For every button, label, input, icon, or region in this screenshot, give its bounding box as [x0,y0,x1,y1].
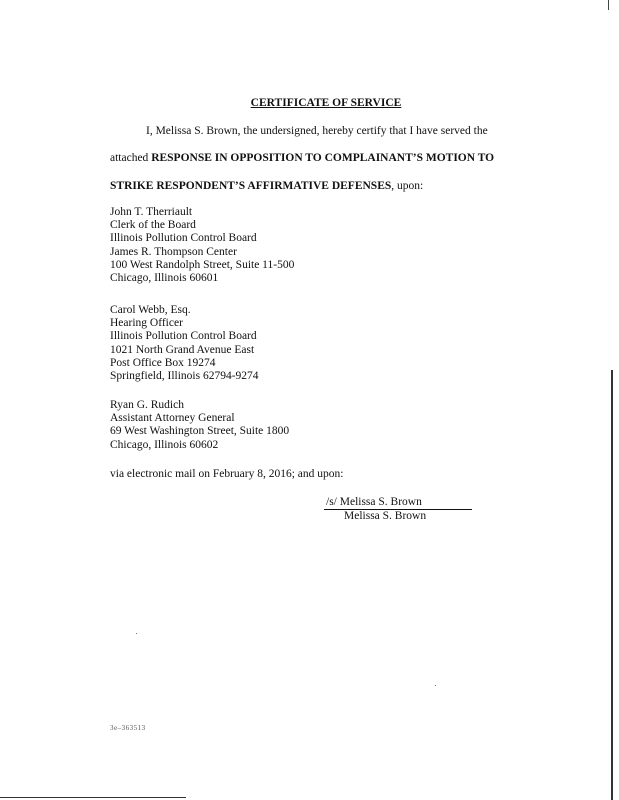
address-line: Chicago, Illinois 60602 [110,438,219,451]
served-document-title-part-1: RESPONSE IN OPPOSITION TO COMPLAINANT’S MOTION TO [151,152,495,164]
recipient-block-attorney-general [110,399,289,452]
recipient-block-hearing-officer [110,304,259,383]
address-line: Clerk of the Board [110,219,196,232]
document-footer-code: 3e–363513 [110,724,146,732]
address-line: Post Office Box 19274 [110,356,216,369]
address-line: Carol Webb, Esq. [110,304,191,316]
recipient-block-clerk [110,206,294,285]
address-line: Springfield, Illinois 62794-9274 [110,370,259,383]
address-line: Illinois Pollution Control Board [110,232,257,245]
served-document-line-1 [110,151,494,165]
scan-edge-right [611,370,613,800]
address-line: 1021 North Grand Avenue East [110,343,255,356]
address-line: John T. Therriault [110,206,193,218]
address-line: Assistant Attorney General [110,412,235,425]
signer-name: Melissa S. Brown [344,510,427,522]
served-document-line-2 [110,179,423,193]
address-line: James R. Thompson Center [110,245,237,258]
service-method-line: via electronic mail on February 8, 2016; and upon: [110,468,344,480]
scan-speck [435,685,436,686]
certification-intro: I, Melissa S. Brown, the undersigned, hereby certify that I have served the [146,125,488,137]
served-document-title-part-2: STRIKE RESPONDENT’S AFFIRMATIVE DEFENSES [110,180,392,192]
served-document-suffix: , upon: [391,180,424,192]
served-document-prefix: attached [110,152,152,164]
address-line: Ryan G. Rudich [110,399,184,411]
address-line: Chicago, Illinois 60601 [110,272,219,285]
scan-edge-bottom [0,797,186,798]
address-line: Hearing Officer [110,317,183,330]
address-line: 69 West Washington Street, Suite 1800 [110,425,290,438]
scan-speck [136,633,137,634]
address-line: Illinois Pollution Control Board [110,330,257,343]
scan-edge-top [608,0,609,10]
address-line: 100 West Randolph Street, Suite 11-500 [110,258,295,271]
electronic-signature: /s/ Melissa S. Brown [326,496,422,508]
document-title: CERTIFICATE OF SERVICE [250,97,402,109]
